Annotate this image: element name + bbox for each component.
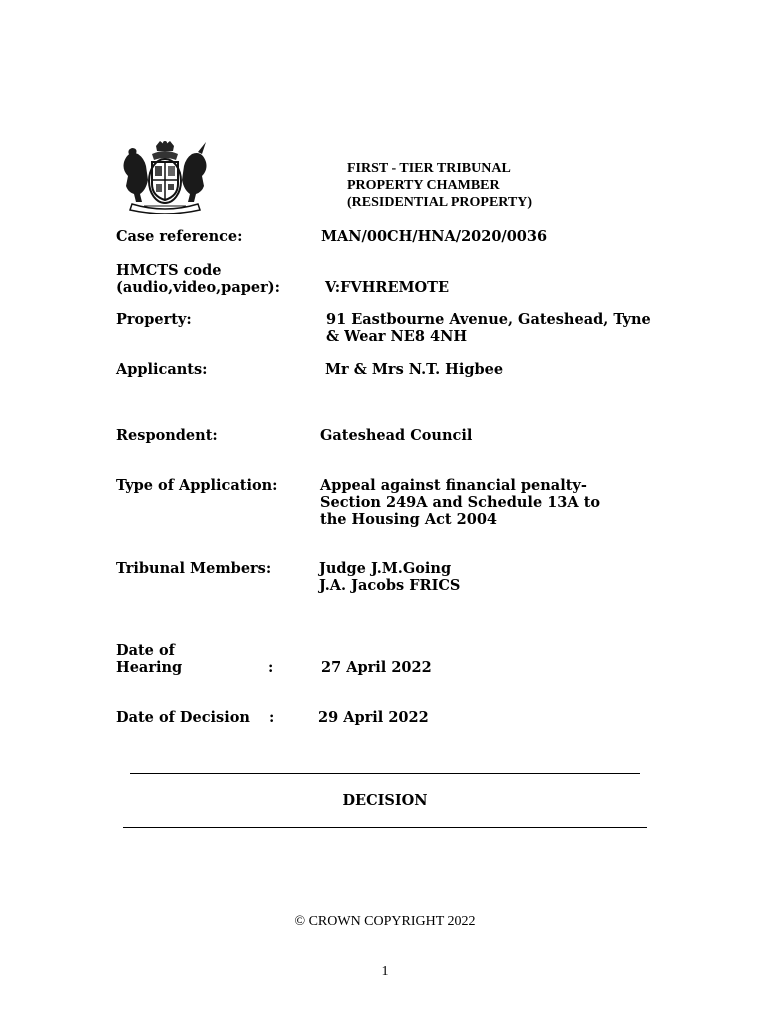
case-reference-label: Case reference: bbox=[116, 228, 243, 245]
respondent-value: Gateshead Council bbox=[320, 427, 473, 444]
header-line-3: (RESIDENTIAL PROPERTY) bbox=[347, 195, 533, 210]
hearing-label-line-2: Hearing bbox=[116, 659, 183, 676]
hmcts-value: V:FVHREMOTE bbox=[325, 279, 450, 296]
hearing-date-value: 27 April 2022 bbox=[321, 659, 432, 676]
tribunal-members-label: Tribunal Members: bbox=[116, 560, 272, 577]
applicants-value: Mr & Mrs N.T. Higbee bbox=[325, 361, 504, 378]
case-reference-value: MAN/00CH/HNA/2020/0036 bbox=[321, 228, 548, 245]
property-value-line-2: & Wear NE8 4NH bbox=[326, 328, 468, 345]
respondent-label: Respondent: bbox=[116, 427, 218, 444]
bottom-divider bbox=[123, 827, 647, 828]
hearing-colon: : bbox=[268, 659, 274, 676]
decision-heading: DECISION bbox=[342, 792, 428, 809]
hearing-label-line-1: Date of bbox=[116, 642, 175, 659]
tribunal-member-1: Judge J.M.Going bbox=[319, 560, 452, 577]
hmcts-label-line-2: (audio,video,paper): bbox=[116, 279, 280, 296]
property-value-line-1: 91 Eastbourne Avenue, Gateshead, Tyne bbox=[326, 311, 651, 328]
copyright-notice: © CROWN COPYRIGHT 2022 bbox=[294, 914, 476, 929]
application-type-line-1: Appeal against financial penalty- bbox=[320, 477, 587, 494]
decision-date-colon: : bbox=[269, 709, 275, 726]
hmcts-label-line-1: HMCTS code bbox=[116, 262, 222, 279]
application-type-line-3: the Housing Act 2004 bbox=[320, 511, 498, 528]
header-line-1: FIRST - TIER TRIBUNAL bbox=[347, 161, 511, 176]
decision-date-label: Date of Decision bbox=[116, 709, 250, 726]
tribunal-header bbox=[347, 160, 532, 211]
royal-coat-of-arms-icon bbox=[118, 140, 212, 214]
property-label: Property: bbox=[116, 311, 192, 328]
page-number: 1 bbox=[381, 964, 389, 979]
application-type-label: Type of Application: bbox=[116, 477, 278, 494]
application-type-line-2: Section 249A and Schedule 13A to bbox=[320, 494, 601, 511]
header-line-2: PROPERTY CHAMBER bbox=[347, 178, 500, 193]
tribunal-member-2: J.A. Jacobs FRICS bbox=[319, 577, 461, 594]
top-divider bbox=[130, 773, 640, 774]
applicants-label: Applicants: bbox=[116, 361, 208, 378]
decision-date-value: 29 April 2022 bbox=[318, 709, 429, 726]
